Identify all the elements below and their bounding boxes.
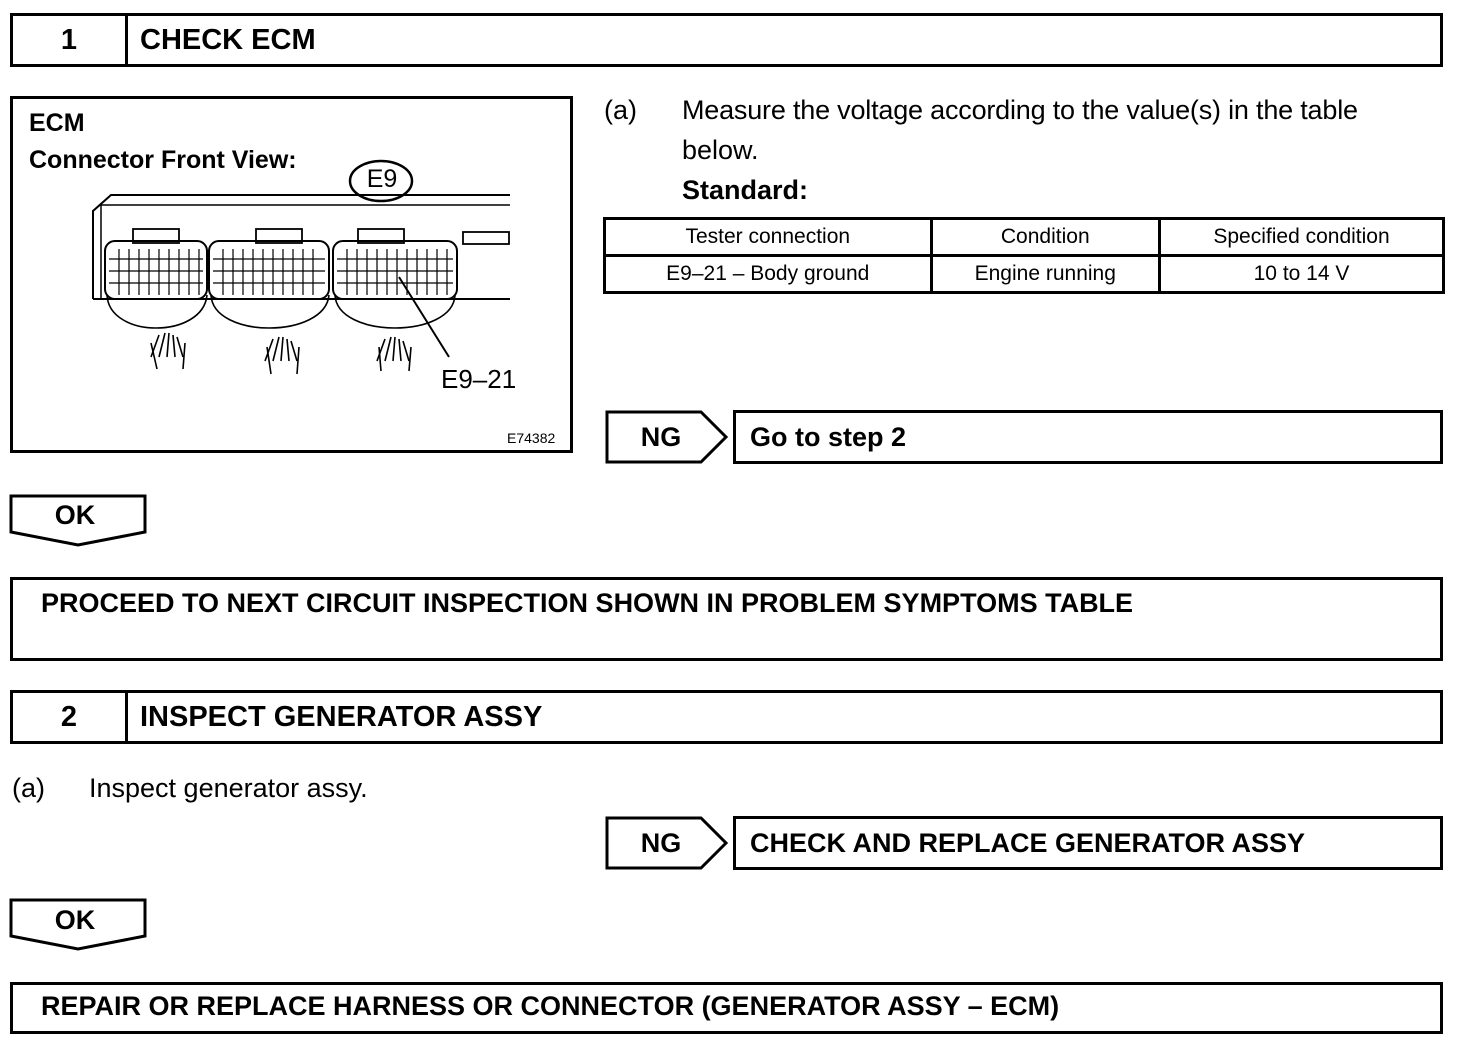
table-cell: E9–21 – Body ground [605, 256, 932, 293]
instruction-line-1: Measure the voltage according to the value(s) in the table [682, 95, 1358, 125]
table-cell: Engine running [931, 256, 1160, 293]
ng-action-check-replace-generator: CHECK AND REPLACE GENERATOR ASSY [733, 816, 1443, 870]
table-cell: 10 to 14 V [1160, 256, 1444, 293]
ok-label-1: OK [54, 500, 96, 530]
table-header-row [605, 219, 1444, 256]
pin-label-e9-21: E9–21 [441, 364, 517, 394]
spec-table-container [603, 217, 1445, 294]
step-2-title: INSPECT GENERATOR ASSY [140, 700, 543, 733]
ecm-connector-figure [10, 96, 573, 453]
figure-id: E74382 [507, 430, 556, 446]
ng-label-1: NG [640, 422, 682, 452]
ok-label-2: OK [54, 905, 96, 935]
step-2-instruction-marker: (a) [12, 773, 45, 803]
standard-label: Standard: [682, 175, 809, 205]
table-header: Condition [931, 219, 1160, 256]
step-1-instruction-marker: (a) [604, 95, 637, 125]
table-header: Specified condition [1160, 219, 1444, 256]
ng-action-go-to-step-2: Go to step 2 [733, 410, 1443, 464]
ecm-connector-drawing [13, 99, 570, 450]
instruction-line-2: below. [682, 135, 759, 165]
step-1-title: CHECK ECM [140, 23, 316, 56]
step-2-result-box: REPAIR OR REPLACE HARNESS OR CONNECTOR (GENERATOR ASSY – ECM) [10, 982, 1443, 1034]
figure-heading-connector-front-view: Connector Front View: [29, 146, 297, 174]
step-2-header [10, 690, 1443, 744]
step-1-header [10, 13, 1443, 67]
step-2-instruction-text: Inspect generator assy. [89, 773, 368, 803]
table-header: Tester connection [605, 219, 932, 256]
spec-table [603, 217, 1445, 294]
step-2-number: 2 [13, 693, 128, 741]
ng-label-2: NG [640, 828, 682, 858]
step-1-instruction-text [682, 90, 1462, 210]
step-1-number: 1 [13, 16, 128, 64]
figure-heading-ecm: ECM [29, 109, 85, 137]
connector-label-e9: E9 [366, 165, 398, 193]
step-1-result-box: PROCEED TO NEXT CIRCUIT INSPECTION SHOWN IN PROBLEM SYMPTOMS TABLE [10, 577, 1443, 661]
table-row [605, 256, 1444, 293]
